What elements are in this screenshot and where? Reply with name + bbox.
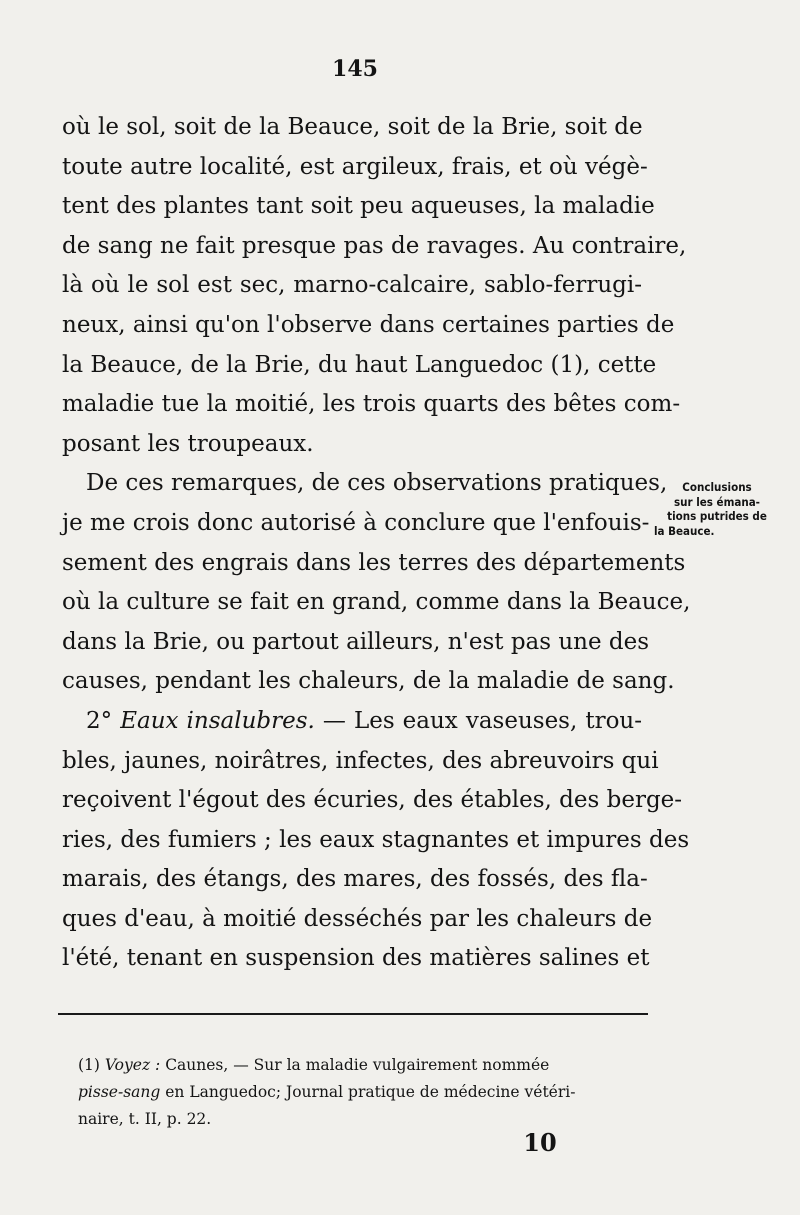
- text-line: dans la Brie, ou partout ailleurs, n'est pas une des: [62, 628, 650, 655]
- footnote-line: [78, 1079, 653, 1106]
- footnote-italic-term: pisse-sang: [78, 1083, 161, 1101]
- footnote-marker: (1): [78, 1056, 100, 1074]
- footnote-line: naire, t. II, p. 22.: [78, 1110, 212, 1128]
- text-line: maladie tue la moitié, les trois quarts des bêtes com-: [62, 391, 681, 418]
- text-line: reçoivent l'égout des écuries, des étables, des berge-: [62, 787, 683, 814]
- margin-note-line: la Beauce.: [654, 523, 715, 538]
- text-line: là où le sol est sec, marno-calcaire, sablo-ferrugi-: [62, 272, 642, 299]
- text-line: neux, ainsi qu'on l'observe dans certaines parties de: [62, 311, 675, 338]
- text-line: bles, jaunes, noirâtres, infectes, des abreuvoirs qui: [62, 747, 659, 774]
- text-line: de sang ne fait presque pas de ravages. Au contraire,: [62, 232, 687, 259]
- body-text: [62, 108, 691, 979]
- text-line: tent des plantes tant soit peu aqueuses, la maladie: [62, 193, 655, 220]
- paragraph-start-line: De ces remarques, de ces observations pratiques,: [86, 470, 668, 497]
- text-line: l'été, tenant en suspension des matières salines et: [62, 945, 650, 972]
- section-heading-rest: — Les eaux vaseuses, trou-: [314, 707, 643, 734]
- footnote-divider: [58, 1013, 648, 1015]
- footnote-text: Caunes, — Sur la maladie vulgairement nommée: [160, 1056, 550, 1074]
- text-line: ques d'eau, à moitié desséchés par les chaleurs de: [62, 905, 653, 932]
- text-line: où le sol, soit de la Beauce, soit de la Brie, soit de: [62, 114, 643, 140]
- margin-note-line: tions putrides de: [667, 509, 767, 523]
- footnote-cite-word: Voyez :: [104, 1056, 161, 1074]
- text-line: posant les troupeaux.: [62, 430, 314, 457]
- text-line: sement des engrais dans les terres des départements: [62, 549, 686, 576]
- margin-note-line: sur les émana-: [674, 494, 760, 509]
- margin-note: [652, 480, 782, 538]
- footnote-text: en Languedoc; Journal pratique de médecine vétéri-: [160, 1083, 576, 1101]
- text-line: la Beauce, de la Brie, du haut Languedoc (1), cette: [62, 351, 657, 378]
- section-heading-line: [62, 702, 642, 742]
- text-line: où la culture se fait en grand, comme dans la Beauce,: [62, 589, 691, 616]
- footnote: [78, 1052, 653, 1133]
- text-line: causes, pendant les chaleurs, de la maladie de sang.: [62, 668, 675, 695]
- page-number: 145: [332, 56, 378, 82]
- section-number: 2°: [86, 707, 113, 734]
- text-line: marais, des étangs, des mares, des fossés, des fla-: [62, 866, 648, 893]
- footnote-line: [78, 1052, 653, 1079]
- text-line: je me crois donc autorisé à conclure que l'enfouis-: [62, 509, 650, 536]
- margin-note-line: Conclusions: [682, 480, 752, 494]
- text-line: ries, des fumiers ; les eaux stagnantes et impures des: [62, 826, 690, 853]
- signature-mark: 10: [523, 1128, 557, 1157]
- section-title: Eaux insalubres.: [120, 707, 315, 734]
- text-line: toute autre localité, est argileux, frais, et où végè-: [62, 153, 648, 180]
